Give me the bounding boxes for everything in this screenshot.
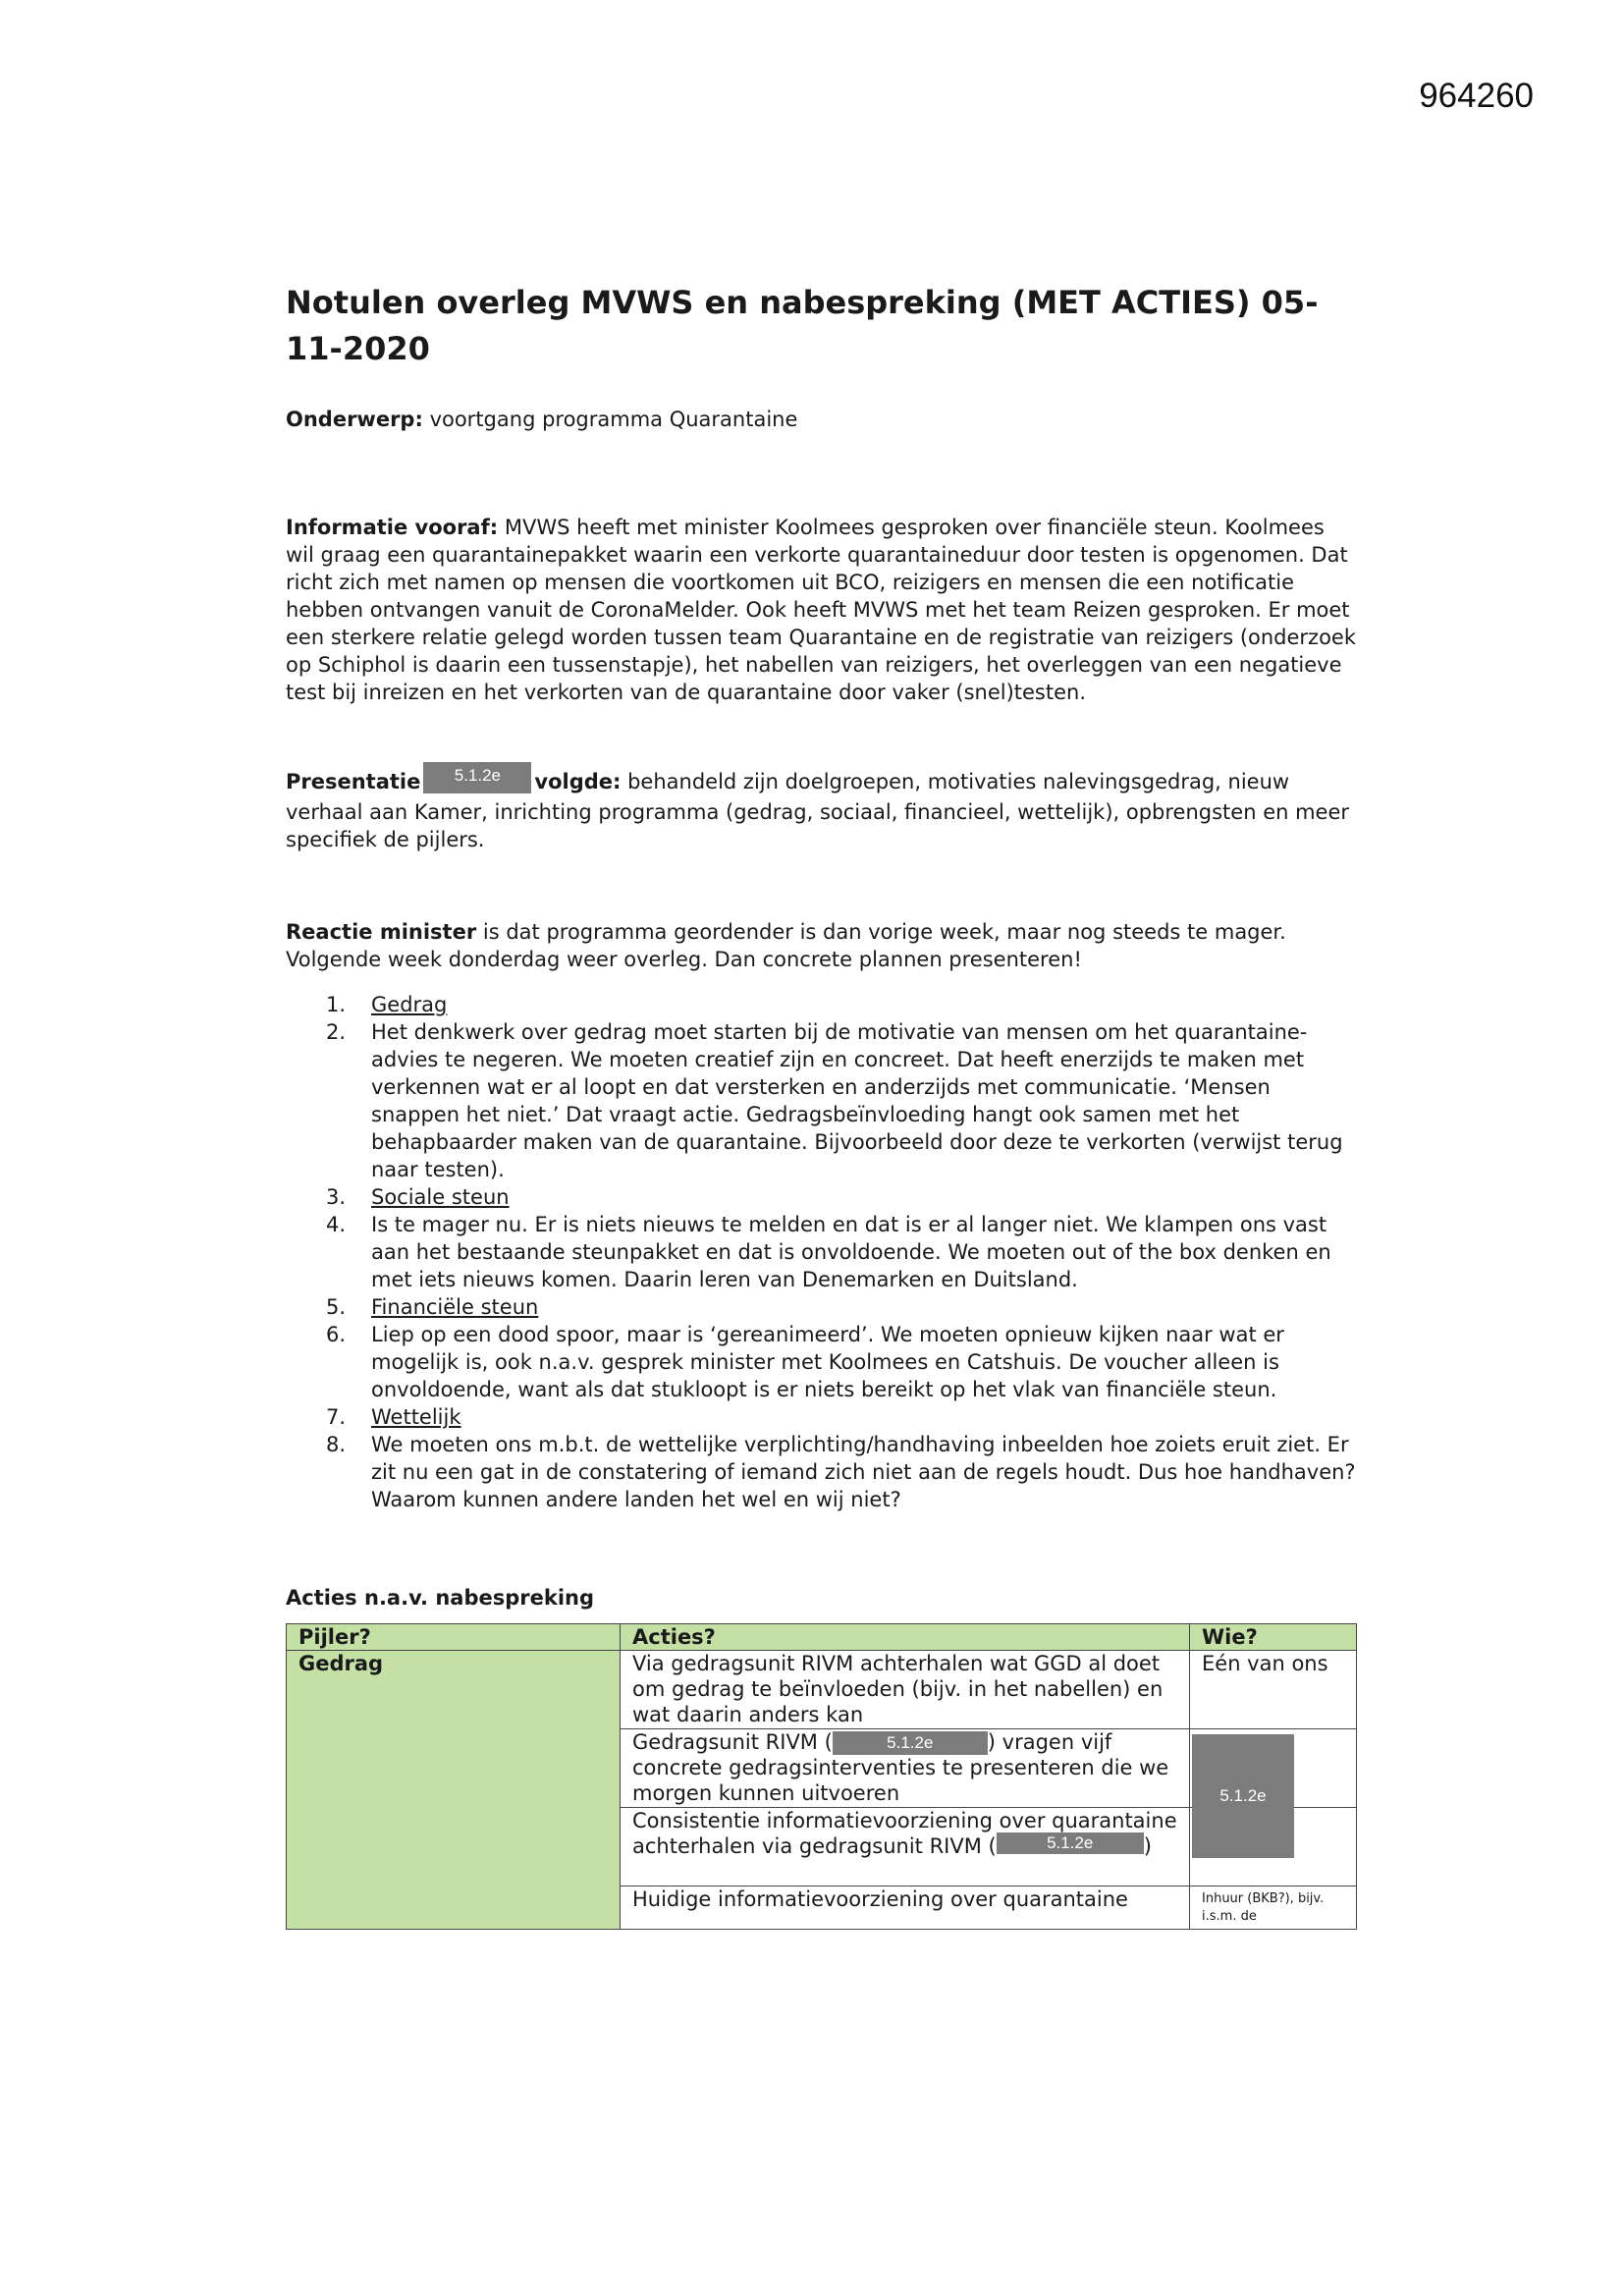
list-number: 8. <box>326 1433 347 1456</box>
list-item <box>286 1431 1356 1513</box>
action-text: Gedragsunit RIVM ( <box>632 1730 833 1754</box>
action-text: Consistentie informatievoorziening over quarantaine achterhalen via gedragsunit RIVM ( <box>632 1809 1177 1858</box>
reaction-text: is dat programma geordender is dan vorige week, maar nog steeds te mager. Volgende week donderdag weer overleg. Dan concrete plannen presenteren! <box>286 920 1286 971</box>
list-number: 7. <box>326 1405 347 1429</box>
presentation-paragraph <box>286 767 1356 853</box>
reaction-paragraph <box>286 918 1356 973</box>
wie-cell: Inhuur (BKB?), bijv. i.s.m. de <box>1190 1886 1357 1930</box>
list-text: Is te mager nu. Er is niets nieuws te melden en dat is er al langer niet. We klampen ons vast aan het bestaande steunpakket en dat is onvoldoende. We moeten out of the box denken en met iets nieuws komen. Daarin leren van Denemarken en Duitsland. <box>371 1213 1331 1291</box>
list-item <box>286 1403 1356 1431</box>
list-text: Liep op een dood spoor, maar is ‘gereanimeerd’. We moeten opnieuw kijken naar wat er mogelijk is, ook n.a.v. gesprek minister met Koolmees en Catshuis. De voucher alleen is onvoldoende, want als dat stukloopt is er niets bereikt op het vlak van financiële steun. <box>371 1323 1284 1401</box>
presentation-label-after: volgde: <box>534 770 622 793</box>
table-header-row <box>287 1624 1357 1651</box>
list-heading: Wettelijk <box>371 1405 461 1429</box>
info-label: Informatie vooraf: <box>286 516 499 539</box>
redaction-box: 5.1.2e <box>1192 1734 1294 1858</box>
list-item <box>286 991 1356 1018</box>
page-title: Notulen overleg MVWS en nabespreking (MET ACTIES) 05-11-2020 <box>286 284 1319 367</box>
actions-heading: Acties n.a.v. nabespreking <box>286 1586 595 1610</box>
header-acties: Acties? <box>621 1624 1190 1651</box>
subject-paragraph <box>286 406 1356 433</box>
redaction-box: 5.1.2e <box>997 1832 1144 1854</box>
list-number: 2. <box>326 1020 347 1044</box>
document-number: 964260 <box>1419 77 1534 115</box>
document-body <box>286 280 1356 1930</box>
list-number: 4. <box>326 1213 347 1236</box>
pijler-cell: Gedrag <box>287 1651 621 1930</box>
list-heading: Gedrag <box>371 993 448 1016</box>
redaction-box: 5.1.2e <box>833 1731 988 1755</box>
list-number: 5. <box>326 1295 347 1319</box>
list-item <box>286 1018 1356 1183</box>
action-cell: Via gedragsunit RIVM achterhalen wat GGD al doet om gedrag te beïnvloeden (bijv. in het nabellen) en wat daarin anders kan <box>621 1651 1190 1729</box>
header-pijler: Pijler? <box>287 1624 621 1651</box>
list-text: Het denkwerk over gedrag moet starten bij de motivatie van mensen om het quarantaine-advies te negeren. We moeten creatief zijn en concreet. Dat heeft enerzijds te maken met verkennen wat er al loopt en dat versterken en anderzijds met communicatie. ‘Mensen snappen het niet.’ Dat vraagt actie. Gedragsbeïnvloeding hangt ook samen met het behapbaarder maken van de quarantaine. Bijvoorbeeld door deze te verkorten (verwijst terug naar testen). <box>371 1020 1343 1181</box>
presentation-text: behandeld zijn doelgroepen, motivaties nalevingsgedrag, nieuw verhaal aan Kamer, inrichting programma (gedrag, sociaal, financieel, wettelijk), opbrengsten en meer specifiek de pijlers. <box>286 770 1350 851</box>
reaction-label: Reactie minister <box>286 920 477 944</box>
pillar-list <box>286 991 1356 1513</box>
list-item <box>286 1293 1356 1321</box>
presentation-label: Presentatie <box>286 770 421 793</box>
subject-text: voortgang programma Quarantaine <box>429 408 798 431</box>
list-heading: Sociale steun <box>371 1185 510 1209</box>
list-heading: Financiële steun <box>371 1295 539 1319</box>
action-text: ) <box>1143 1834 1152 1858</box>
list-number: 1. <box>326 993 347 1016</box>
list-number: 3. <box>326 1185 347 1209</box>
subject-label: Onderwerp: <box>286 408 423 431</box>
action-cell: Huidige informatievoorziening over quarantaine <box>621 1886 1190 1930</box>
list-item <box>286 1211 1356 1293</box>
action-text: ) vragen vijf concrete gedragsinterventies te presenteren die we morgen kunnen uitvoeren <box>632 1730 1169 1805</box>
wie-cell: Eén van ons <box>1190 1651 1357 1729</box>
header-wie: Wie? <box>1190 1624 1357 1651</box>
action-cell <box>621 1729 1190 1808</box>
action-cell <box>621 1808 1190 1886</box>
list-item <box>286 1321 1356 1403</box>
info-paragraph <box>286 514 1356 706</box>
list-text: We moeten ons m.b.t. de wettelijke verplichting/handhaving inbeelden hoe zoiets eruit ziet. Er zit nu een gat in de constatering of iemand zich niet aan de regels houdt. Dus hoe handhaven? Waarom kunnen andere landen het wel en wij niet? <box>371 1433 1356 1511</box>
list-item <box>286 1183 1356 1211</box>
list-number: 6. <box>326 1323 347 1346</box>
redaction-box: 5.1.2e <box>423 762 531 793</box>
table-row <box>287 1651 1357 1729</box>
info-text: MVWS heeft met minister Koolmees gesproken over financiële steun. Koolmees wil graag een quarantainepakket waarin een verkorte quarantaineduur door testen is opgenomen. Dat richt zich met namen op mensen die voortkomen uit BCO, reizigers en mensen die een notificatie hebben ontvangen vanuit de CoronaMelder. Ook heeft MVWS met het team Reizen gesproken. Er moet een sterkere relatie gelegd worden tussen team Quarantaine en de registratie van reizigers (onderzoek op Schiphol is daarin een tussenstapje), het nabellen van reizigers, het overleggen van een negatieve test bij inreizen en het verkorten van de quarantaine door vaker (snel)testen. <box>286 516 1357 704</box>
